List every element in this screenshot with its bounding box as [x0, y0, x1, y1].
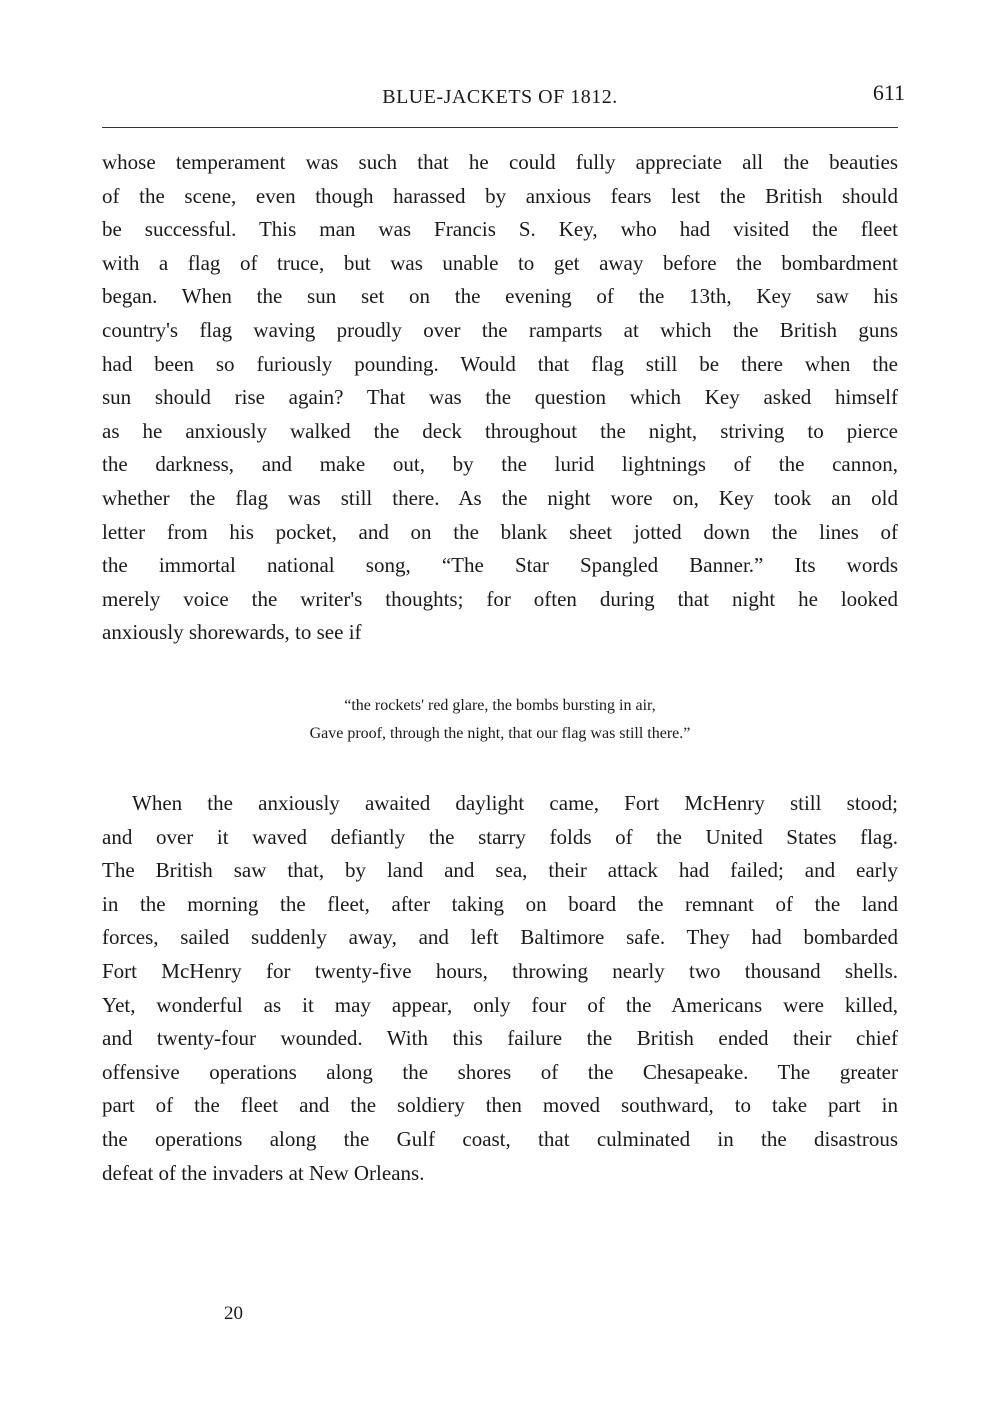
header-rule [102, 127, 898, 128]
text-line: and twenty-four wounded. With this failure the British ended their chief [102, 1026, 898, 1051]
text-line: with a flag of truce, but was unable to get away before the bombardment [102, 250, 898, 275]
text-line: Fort McHenry for twenty-five hours, throwing nearly two thousand shells. [102, 958, 898, 983]
page-number: 611 [872, 80, 905, 105]
text-line: and over it waved defiantly the starry folds of the United States flag. [102, 824, 898, 849]
text-line: had been so furiously pounding. Would that flag still be there when the [102, 351, 898, 376]
text-line: sun should rise again? That was the question which Key asked himself [102, 385, 898, 410]
text-line: letter from his pocket, and on the blank sheet jotted down the lines of [102, 519, 898, 544]
text-line: forces, sailed suddenly away, and left Baltimore safe. They had bombarded [102, 925, 898, 950]
text-line: merely voice the writer's thoughts; for often during that night he looked [102, 586, 898, 611]
text-line: of the scene, even though harassed by anxious fears lest the British should [102, 183, 898, 208]
text-line: as he anxiously walked the deck throughout the night, striving to pierce [102, 418, 898, 443]
text-line: in the morning the fleet, after taking on board the remnant of the land [102, 891, 898, 916]
text-line: Yet, wonderful as it may appear, only four of the Americans were killed, [102, 992, 898, 1017]
text-line: began. When the sun set on the evening of the 13th, Key saw his [102, 284, 898, 309]
quote-line: “the rockets' red glare, the bombs bursting in air, [344, 697, 656, 714]
text-line: defeat of the invaders at New Orleans. [102, 1160, 425, 1185]
running-title: BLUE-JACKETS OF 1812. [382, 86, 618, 108]
paragraph-2 [102, 787, 898, 1190]
text-line: be successful. This man was Francis S. Key, who had visited the fleet [102, 217, 898, 242]
text-line: When the anxiously awaited daylight came, Fort McHenry still stood; [132, 791, 898, 815]
text-line: whose temperament was such that he could fully appreciate all the beauties [102, 150, 898, 174]
text-line: the darkness, and make out, by the lurid lightnings of the cannon, [102, 452, 898, 477]
signature-mark: 20 [224, 1303, 243, 1324]
text-line: the immortal national song, “The Star Spangled Banner.” Its words [102, 553, 898, 578]
text-line: The British saw that, by land and sea, their attack had failed; and early [102, 858, 898, 883]
song-quote [150, 692, 850, 748]
text-line: offensive operations along the shores of the Chesapeake. The greater [102, 1059, 898, 1084]
text-line: country's flag waving proudly over the ramparts at which the British guns [102, 317, 898, 342]
text-line: the operations along the Gulf coast, that culminated in the disastrous [102, 1126, 898, 1151]
text-line: anxiously shorewards, to see if [102, 620, 362, 645]
quote-line: Gave proof, through the night, that our flag was still there.” [309, 725, 691, 742]
paragraph-1 [102, 146, 898, 650]
text-line: whether the flag was still there. As the night wore on, Key took an old [102, 485, 898, 510]
text-line: part of the fleet and the soldiery then moved southward, to take part in [102, 1093, 898, 1118]
